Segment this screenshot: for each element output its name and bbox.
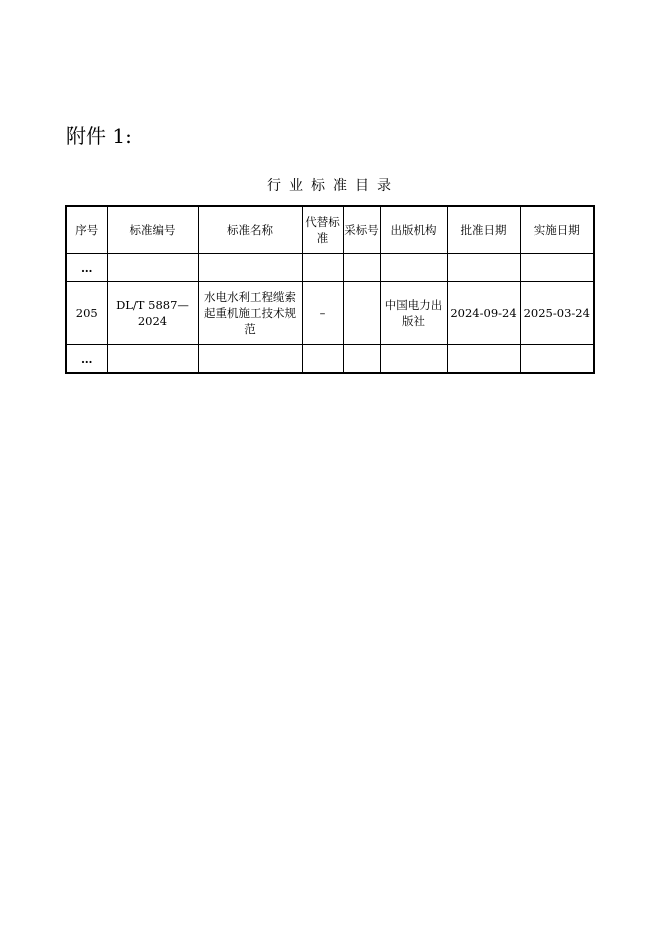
cell-name: 水电水利工程缆索起重机施工技术规范 [198, 282, 302, 345]
header-adopted: 采标号 [343, 206, 380, 254]
table-row [66, 282, 594, 345]
cell-number: DL/T 5887—2024 [107, 282, 198, 345]
cell-replaces: – [302, 282, 343, 345]
empty-cell [343, 345, 380, 374]
empty-cell [520, 345, 594, 374]
empty-cell [198, 345, 302, 374]
cell-adopted [343, 282, 380, 345]
header-publisher: 出版机构 [380, 206, 447, 254]
empty-cell [520, 254, 594, 282]
empty-cell [447, 254, 520, 282]
empty-cell [447, 345, 520, 374]
header-effective: 实施日期 [520, 206, 594, 254]
empty-cell [107, 254, 198, 282]
table-row-ellipsis-top [66, 254, 594, 282]
empty-cell [198, 254, 302, 282]
ellipsis-cell: … [66, 254, 107, 282]
empty-cell [380, 254, 447, 282]
table-header-row [66, 206, 594, 254]
empty-cell [302, 345, 343, 374]
cell-effective: 2025-03-24 [520, 282, 594, 345]
empty-cell [107, 345, 198, 374]
document-title: 行业标准目录 [267, 178, 399, 194]
header-number: 标准编号 [107, 206, 198, 254]
header-name: 标准名称 [198, 206, 302, 254]
cell-publisher: 中国电力出版社 [380, 282, 447, 345]
table-row-ellipsis-bottom [66, 345, 594, 374]
header-seq: 序号 [66, 206, 107, 254]
empty-cell [302, 254, 343, 282]
empty-cell [343, 254, 380, 282]
header-replaces: 代替标准 [302, 206, 343, 254]
attachment-label: 附件 1: [66, 124, 132, 148]
standards-table [65, 205, 595, 374]
cell-seq: 205 [66, 282, 107, 345]
ellipsis-cell: … [66, 345, 107, 374]
cell-approved: 2024-09-24 [447, 282, 520, 345]
header-approved: 批准日期 [447, 206, 520, 254]
empty-cell [380, 345, 447, 374]
